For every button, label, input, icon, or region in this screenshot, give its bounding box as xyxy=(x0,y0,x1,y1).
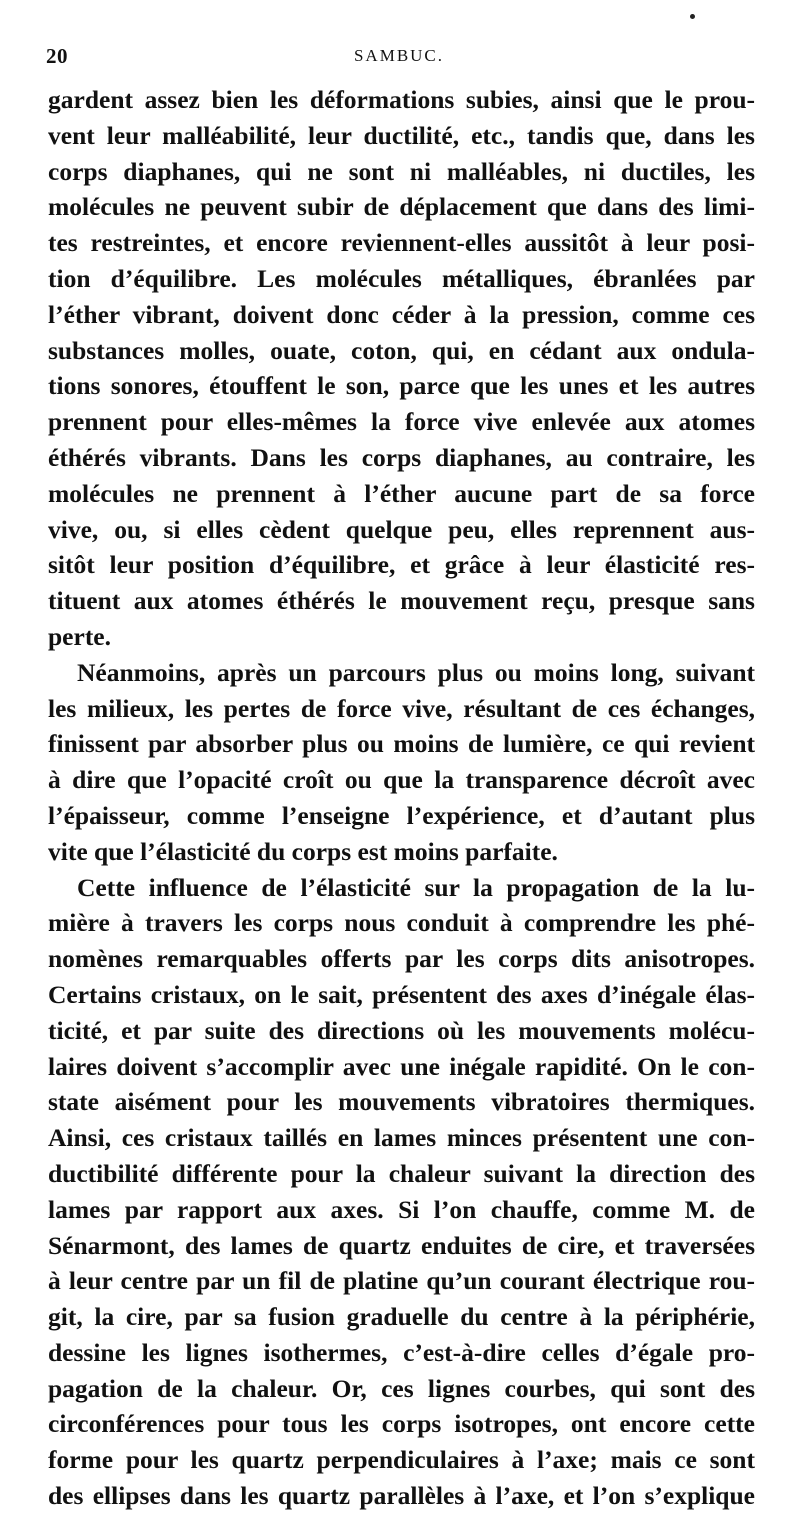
text-line: des ellipses dans les quartz parallèles à l’axe, et l’on s’explique xyxy=(48,1481,755,1511)
text-line: git, la cire, par sa fusion graduelle du centre à la périphérie, xyxy=(48,1302,755,1332)
text-line: corps diaphanes, qui ne sont ni malléables, ni ductiles, les xyxy=(48,156,755,186)
text-line: laires doivent s’accomplir avec une inégale rapidité. On le con- xyxy=(48,1051,755,1081)
page-number: 20 xyxy=(46,44,68,68)
text-line: à dire que l’opacité croît ou que la transparence décroît avec xyxy=(48,765,755,795)
text-line: l’éther vibrant, doivent donc céder à la pression, comme ces xyxy=(48,299,755,329)
page-header xyxy=(46,44,752,78)
text-line: vent leur malléabilité, leur ductilité, etc., tandis que, dans les xyxy=(48,120,755,150)
text-line: à leur centre par un fil de platine qu’un courant électrique rou- xyxy=(48,1266,755,1296)
text-line: finissent par absorber plus ou moins de lumière, ce qui revient xyxy=(48,729,755,759)
paragraph-start-line: Cette influence de l’élasticité sur la propagation de la lu- xyxy=(77,872,755,902)
text-line: tions sonores, étouffent le son, parce que les unes et les autres xyxy=(48,371,755,401)
text-line: tes restreintes, et encore reviennent-elles aussitôt à leur posi- xyxy=(48,228,755,258)
text-line: gardent assez bien les déformations subies, ainsi que le prou- xyxy=(48,85,755,114)
text-line: ductibilité différente pour la chaleur suivant la direction des xyxy=(48,1158,755,1188)
text-line: les milieux, les pertes de force vive, résultant de ces échanges, xyxy=(48,693,755,723)
text-line: dessine les lignes isothermes, c’est-à-dire celles d’égale pro- xyxy=(48,1337,755,1367)
text-line: forme pour les quartz perpendiculaires à l’axe; mais ce sont xyxy=(48,1445,755,1475)
text-line: éthérés vibrants. Dans les corps diaphanes, au contraire, les xyxy=(48,442,755,472)
text-line: lames par rapport aux axes. Si l’on chauffe, comme M. de xyxy=(48,1194,755,1224)
text-line: tituent aux atomes éthérés le mouvement reçu, presque sans xyxy=(48,586,755,616)
paragraph-end-line: perte. xyxy=(48,621,112,651)
ink-speck xyxy=(690,14,695,19)
paragraph-end-line: vite que l’élasticité du corps est moins parfaite. xyxy=(48,836,558,866)
running-head: SAMBUC. xyxy=(353,46,445,65)
text-line: sitôt leur position d’équilibre, et grâce à leur élasticité res- xyxy=(48,550,755,580)
text-line: state aisément pour les mouvements vibratoires thermiques. xyxy=(48,1087,755,1117)
text-line: Sénarmont, des lames de quartz enduites de cire, et traversées xyxy=(48,1230,755,1260)
text-line: pagation de la chaleur. Or, ces lignes courbes, qui sont des xyxy=(48,1373,755,1403)
text-line: molécules ne peuvent subir de déplacement que dans des limi- xyxy=(48,192,755,222)
paragraph-start-line: Néanmoins, après un parcours plus ou moins long, suivant xyxy=(77,657,755,687)
text-line: substances molles, ouate, coton, qui, en cédant aux ondula- xyxy=(48,335,755,365)
text-line: prennent pour elles-mêmes la force vive enlevée aux atomes xyxy=(48,407,755,437)
text-line: vive, ou, si elles cèdent quelque peu, elles reprennent aus- xyxy=(48,514,755,544)
text-line: Certains cristaux, on le sait, présentent des axes d’inégale élas- xyxy=(48,979,755,1009)
text-line: circonférences pour tous les corps isotropes, ont encore cette xyxy=(48,1409,755,1439)
text-line: mière à travers les corps nous conduit à comprendre les phé- xyxy=(48,908,755,938)
text-line: molécules ne prennent à l’éther aucune part de sa force xyxy=(48,478,755,508)
text-line: nomènes remarquables offerts par les corps dits anisotropes. xyxy=(48,944,755,974)
text-line: ticité, et par suite des directions où les mouvements molécu- xyxy=(48,1015,755,1045)
text-line: l’épaisseur, comme l’enseigne l’expérience, et d’autant plus xyxy=(48,800,755,830)
text-line: Ainsi, ces cristaux taillés en lames minces présentent une con- xyxy=(48,1123,755,1153)
body-text xyxy=(48,82,755,1514)
text-line: tion d’équilibre. Les molécules métalliques, ébranlées par xyxy=(48,263,755,293)
